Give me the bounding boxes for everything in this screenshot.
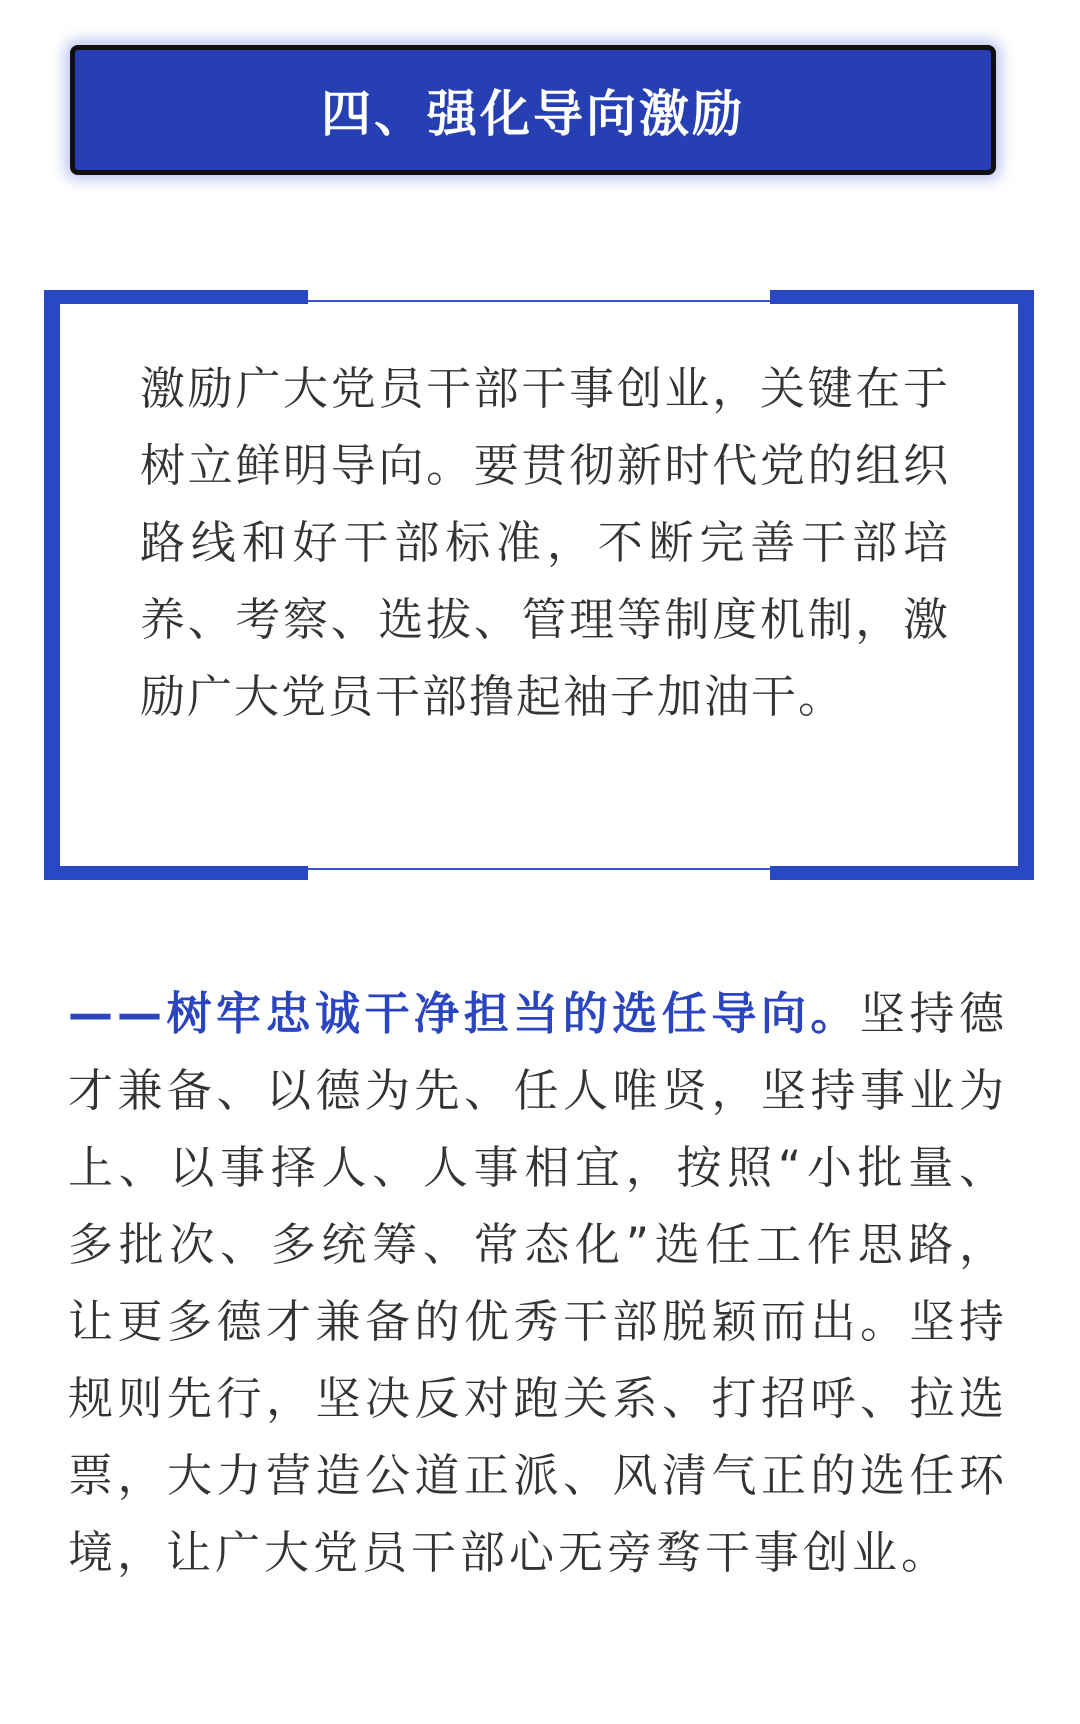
lead-heading: ——树牢忠诚干净担当的选任导向。	[68, 987, 860, 1040]
body-text: 坚持德才兼备、以德为先、任人唯贤，坚持事业为上、以事择人、人事相宜，按照“小批量、多批次、多统筹、常态化”选任工作思路，让更多德才兼备的优秀干部脱颖而出。坚持规则先行，坚决反对跑关系、打招呼、拉选票，大力营造公道正派、风清气正的选任环境，让广大党员干部心无旁骛干事创业。	[68, 987, 1008, 1579]
frame-top-right-bar	[770, 290, 1034, 304]
frame-bottom-thin-line	[308, 868, 770, 870]
section-title-banner	[70, 45, 996, 175]
frame-right-bar	[1018, 290, 1034, 880]
frame-bottom-right-bar	[770, 866, 1034, 880]
frame-top-left-bar	[44, 290, 308, 304]
frame-left-bar	[44, 290, 60, 880]
body-paragraph	[68, 975, 1008, 1591]
quote-box	[44, 290, 1034, 880]
quote-text: 激励广大党员干部干事创业，关键在于树立鲜明导向。要贯彻新时代党的组织路线和好干部标准，不断完善干部培养、考察、选拔、管理等制度机制，激励广大党员干部撸起袖子加油干。	[140, 362, 950, 723]
frame-bottom-left-bar	[44, 866, 308, 880]
frame-top-thin-line	[308, 300, 770, 302]
section-title: 四、强化导向激励	[321, 85, 745, 143]
